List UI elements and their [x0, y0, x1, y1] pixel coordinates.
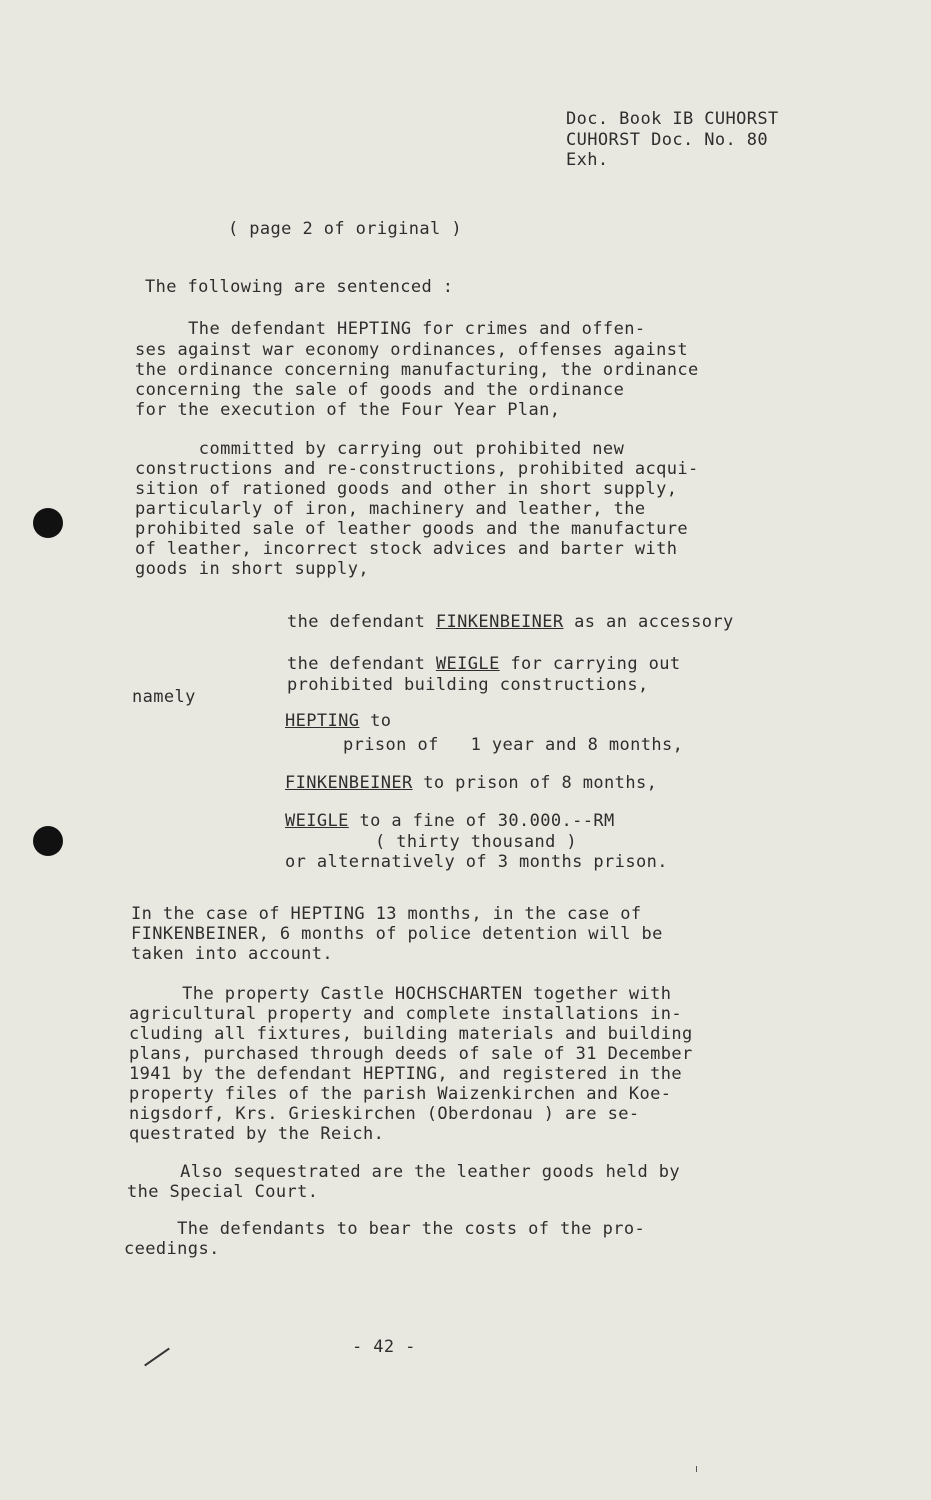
weigle-term: to a fine of 30.000.--RM: [348, 811, 615, 831]
accessory-suffix: as an accessory: [563, 612, 734, 632]
weigle-charge-line: [287, 655, 681, 674]
text-line: cluding all fixtures, building materials and building: [129, 1024, 693, 1044]
text-line: for the execution of the Four Year Plan,: [135, 400, 561, 420]
header-exhibit: Exh.: [566, 150, 609, 170]
punch-hole-icon: [33, 508, 63, 538]
text-line: the ordinance concerning manufacturing, the ordinance: [135, 360, 699, 380]
text-line: goods in short supply,: [135, 559, 369, 579]
text-line: prohibited sale of leather goods and the manufacture: [135, 519, 689, 539]
scan-tick-mark: [696, 1466, 697, 1472]
finkenbeiner-sentence: [285, 774, 657, 793]
text-line: ceedings.: [124, 1239, 220, 1259]
weigle-sentence: [285, 812, 615, 831]
weigle-name: WEIGLE: [285, 811, 349, 831]
text-line: The defendants to bear the costs of the pro-: [124, 1219, 646, 1239]
hepting-term: prison of 1 year and 8 months,: [343, 735, 684, 755]
finkenbeiner-name: FINKENBEINER: [285, 773, 413, 793]
weigle-alternative: or alternatively of 3 months prison.: [285, 852, 668, 872]
weigle-suffix: for carrying out: [499, 654, 681, 674]
text-line: committed by carrying out prohibited new: [135, 439, 625, 459]
weigle-charge-line-2: prohibited building constructions,: [287, 675, 649, 695]
text-line: Also sequestrated are the leather goods held by: [127, 1162, 681, 1182]
accessory-line: [287, 613, 734, 632]
text-line: In the case of HEPTING 13 months, in the case of: [131, 904, 642, 924]
weigle-fine-words: ( thirty thousand ): [375, 832, 578, 852]
text-line: nigsdorf, Krs. Grieskirchen (Oberdonau ) are se-: [129, 1104, 640, 1124]
finkenbeiner-term: to prison of 8 months,: [412, 773, 658, 793]
text-line: of leather, incorrect stock advices and barter with: [135, 539, 678, 559]
intro-line: The following are sentenced :: [145, 277, 454, 297]
header-doc-book: Doc. Book IB CUHORST: [566, 109, 779, 129]
text-line: ses against war economy ordinances, offenses against: [135, 340, 689, 360]
page-number: - 42 -: [352, 1337, 416, 1357]
punch-hole-icon: [33, 826, 63, 856]
hepting-name: HEPTING: [285, 711, 360, 731]
pen-mark-icon: [144, 1348, 170, 1367]
text-line: concerning the sale of goods and the ordinance: [135, 380, 625, 400]
text-line: FINKENBEINER, 6 months of police detention will be: [131, 924, 663, 944]
text-line: constructions and re-constructions, prohibited acqui-: [135, 459, 699, 479]
hepting-to: to: [359, 711, 392, 731]
text-line: The property Castle HOCHSCHARTEN together with: [129, 984, 672, 1004]
weigle-prefix: the defendant: [287, 654, 436, 674]
text-line: the Special Court.: [127, 1182, 319, 1202]
accessory-prefix: the defendant: [287, 612, 436, 632]
header-doc-number: CUHORST Doc. No. 80: [566, 130, 769, 150]
text-line: plans, purchased through deeds of sale of 31 December: [129, 1044, 693, 1064]
text-line: taken into account.: [131, 944, 334, 964]
hepting-sentence-head: [285, 712, 391, 731]
text-line: questrated by the Reich.: [129, 1124, 385, 1144]
defendant-finkenbeiner-name: FINKENBEINER: [435, 612, 564, 632]
text-line: particularly of iron, machinery and leather, the: [135, 499, 646, 519]
defendant-weigle-name: WEIGLE: [435, 654, 500, 674]
text-line: 1941 by the defendant HEPTING, and registered in the: [129, 1064, 683, 1084]
text-line: property files of the parish Waizenkirchen and Koe-: [129, 1084, 672, 1104]
text-line: sition of rationed goods and other in short supply,: [135, 479, 678, 499]
text-line: The defendant HEPTING for crimes and offen-: [135, 319, 646, 339]
page-of-original-note: ( page 2 of original ): [228, 219, 462, 239]
namely-label: namely: [132, 687, 196, 707]
text-line: agricultural property and complete installations in-: [129, 1004, 683, 1024]
